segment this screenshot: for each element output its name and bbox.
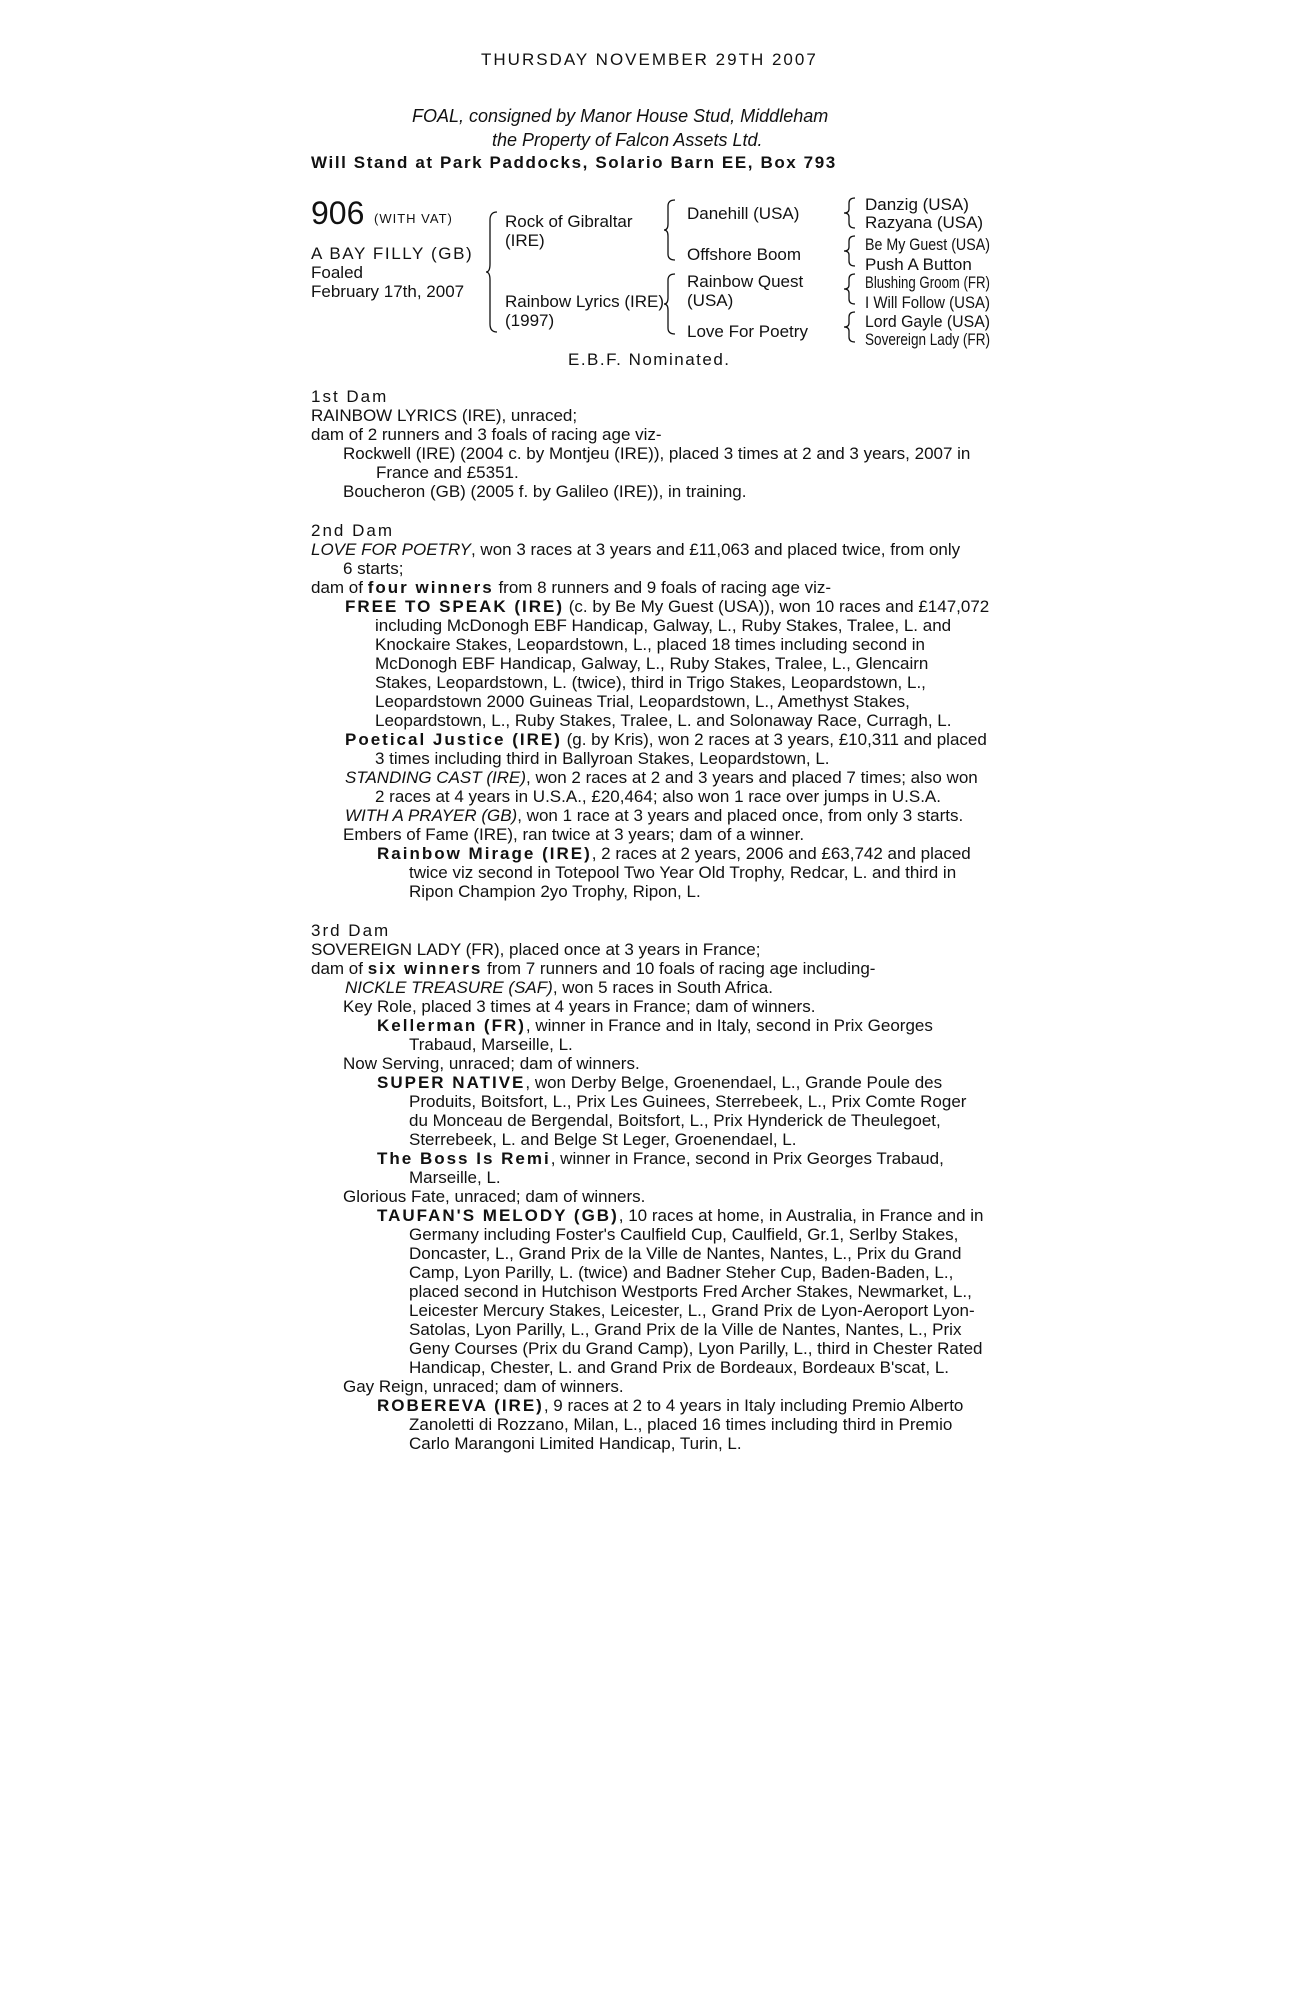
pedigree-g3-8: Sovereign Lady (FR) xyxy=(865,330,991,349)
first-dam-heading: 1st Dam xyxy=(311,387,389,406)
ebf-nominated: E.B.F. Nominated. xyxy=(568,350,731,369)
pedigree-dam: Rainbow Lyrics (IRE) (1997) xyxy=(505,292,665,330)
pedigree-brace-g3-2 xyxy=(843,234,857,268)
first-dam-produce: dam of 2 runners and 3 foals of racing age viz- xyxy=(311,425,662,444)
pedigree-g3-7: Lord Gayle (USA) xyxy=(865,312,991,331)
pedigree-dam-sire: Rainbow Quest (USA) xyxy=(687,272,804,310)
pedigree-dam-brace xyxy=(663,272,677,336)
pedigree-g3-4: Push A Button xyxy=(865,255,972,274)
entry-poetical-justice: Poetical Justice (IRE) (g. by Kris), won 2 races at 3 years, £10,311 and placed 3 times including third in Ballyroan Stakes, Leopardstown, L. xyxy=(345,730,987,768)
entry-super-native: SUPER NATIVE, won Derby Belge, Groenendael, L., Grande Poule des Produits, Boitsfort, L., Prix Les Guinees, Sterrebeek, L., Prix Comte Roger du Monceau de Bergendal, Boitsfort, L., Prix Hynderick de Theulegoet, Sterrebeek, L. and Belge St Leger, Groenendael, L. xyxy=(377,1073,967,1149)
first-dam-name: RAINBOW LYRICS (IRE), unraced; xyxy=(311,406,578,425)
third-dam-produce: dam of six winners from 7 runners and 10 foals of racing age including- xyxy=(311,959,876,978)
entry-standing-cast: STANDING CAST (IRE), won 2 races at 2 and 3 years and placed 7 times; also won 2 races at 4 years in U.S.A., £20,464; also won 1 race over jumps in U.S.A. xyxy=(345,768,978,806)
foaled-label: Foaled xyxy=(311,263,363,282)
pedigree-main-brace xyxy=(485,210,499,334)
pedigree-sire-brace xyxy=(663,198,677,262)
pedigree-brace-g3-3 xyxy=(843,272,857,306)
entry-kellerman: Kellerman (FR), winner in France and in Italy, second in Prix Georges Trabaud, Marseille, L. xyxy=(377,1016,933,1054)
second-dam-intro: LOVE FOR POETRY, won 3 races at 3 years and £11,063 and placed twice, from only xyxy=(311,540,961,559)
vat-note: (WITH VAT) xyxy=(374,211,453,226)
entry-free-to-speak: FREE TO SPEAK (IRE) (c. by Be My Guest (USA)), won 10 races and £147,072 including McDonogh EBF Handicap, Galway, L., Ruby Stakes, Tralee, L. and Knockaire Stakes, Leopardstown, L., placed 18 times including second in McDonogh EBF Handicap, Galway, L., Ruby Stakes, Tralee, L., Glencairn Stakes, Leopardstown, L. (twice), third in Trigo Stakes, Leopardstown, L., Leopardstown 2000 Guineas Trial, Leopardstown, L., Amethyst Stakes, Leopardstown, L., Ruby Stakes, Tralee, L. and Solonaway Race, Curragh, L. xyxy=(345,597,990,730)
pedigree-sire: Rock of Gibraltar (IRE) xyxy=(505,212,633,250)
second-dam-intro-cont: 6 starts; xyxy=(343,559,404,578)
pedigree-g3-5: Blushing Groom (FR) xyxy=(865,273,990,292)
third-dam-name: SOVEREIGN LADY (FR), placed once at 3 years in France; xyxy=(311,940,761,959)
pedigree-brace-g3-1 xyxy=(843,196,857,230)
second-dam-produce: dam of four winners from 8 runners and 9 foals of racing age viz- xyxy=(311,578,832,597)
entry-embers-of-fame: Embers of Fame (IRE), ran twice at 3 years; dam of a winner. xyxy=(343,825,805,844)
pedigree-g3-6: I Will Follow (USA) xyxy=(865,293,990,312)
entry-now-serving: Now Serving, unraced; dam of winners. xyxy=(343,1054,640,1073)
entry-taufans-melody: TAUFAN'S MELODY (GB), 10 races at home, in Australia, in France and in Germany including Foster's Caulfield Cup, Caulfield, Gr.1, Serlby Stakes, Doncaster, L., Grand Prix de la Ville de Nantes, Nantes, L., Prix du Grand Camp, Lyon Parilly, L. (twice) and Badner Steher Cup, Baden-Baden, L., placed second in Hutchison Westports Fred Archer Stakes, Newmarket, L., Leicester Mercury Stakes, Leicester, L., Grand Prix de Lyon-Aeroport Lyon- Satolas, Lyon Parilly, L., Grand Prix de la Ville de Nantes, Nantes, L., Prix Geny Courses (Prix du Grand Camp), Lyon Parilly, L., third in Chester Rated Handicap, Chester, L. and Grand Prix de Bordeaux, Bordeaux B'scat, L. xyxy=(377,1206,984,1377)
pedigree-dam-dam: Love For Poetry xyxy=(687,322,808,341)
entry-nickle-treasure: NICKLE TREASURE (SAF), won 5 races in South Africa. xyxy=(345,978,773,997)
second-dam-heading: 2nd Dam xyxy=(311,521,394,540)
entry-gay-reign: Gay Reign, unraced; dam of winners. xyxy=(343,1377,624,1396)
pedigree-brace-g3-4 xyxy=(843,310,857,344)
pedigree-g3-1: Danzig (USA) xyxy=(865,195,969,214)
entry-rainbow-mirage: Rainbow Mirage (IRE), 2 races at 2 years, 2006 and £63,742 and placed twice viz second in Totepool Two Year Old Trophy, Redcar, L. and third in Ripon Champion 2yo Trophy, Ripon, L. xyxy=(377,844,971,901)
entry-with-a-prayer: WITH A PRAYER (GB), won 1 race at 3 years and placed once, from only 3 starts. xyxy=(345,806,964,825)
lot-number: 906 xyxy=(311,195,365,231)
pedigree-sire-sire: Danehill (USA) xyxy=(687,204,800,223)
stand-line: Will Stand at Park Paddocks, Solario Barn EE, Box 793 xyxy=(311,153,837,172)
entry-key-role: Key Role, placed 3 times at 4 years in France; dam of winners. xyxy=(343,997,816,1016)
pedigree-sire-dam: Offshore Boom xyxy=(687,245,802,264)
consignor-line: FOAL, consigned by Manor House Stud, Middleham xyxy=(412,106,829,126)
entry-robereva: ROBEREVA (IRE), 9 races at 2 to 4 years in Italy including Premio Alberto Zanoletti di Rozzano, Milan, L., placed 16 times including third in Premio Carlo Marangoni Limited Handicap, Turin, L. xyxy=(377,1396,964,1453)
foal-date: February 17th, 2007 xyxy=(311,282,465,301)
entry-the-boss-is-remi: The Boss Is Remi, winner in France, second in Prix Georges Trabaud, Marseille, L. xyxy=(377,1149,944,1187)
pedigree-g3-2: Razyana (USA) xyxy=(865,213,984,232)
third-dam-heading: 3rd Dam xyxy=(311,921,391,940)
property-line: the Property of Falcon Assets Ltd. xyxy=(492,130,763,150)
lot-description: A BAY FILLY (GB) xyxy=(311,244,474,263)
sale-date: THURSDAY NOVEMBER 29TH 2007 xyxy=(481,50,818,69)
first-dam-entry-boucheron: Boucheron (GB) (2005 f. by Galileo (IRE)), in training. xyxy=(343,482,747,501)
first-dam-entry-rockwell: Rockwell (IRE) (2004 c. by Montjeu (IRE)), placed 3 times at 2 and 3 years, 2007 in France and £5351. xyxy=(343,444,971,482)
entry-glorious-fate: Glorious Fate, unraced; dam of winners. xyxy=(343,1187,646,1206)
pedigree-g3-3: Be My Guest (USA) xyxy=(865,235,990,254)
